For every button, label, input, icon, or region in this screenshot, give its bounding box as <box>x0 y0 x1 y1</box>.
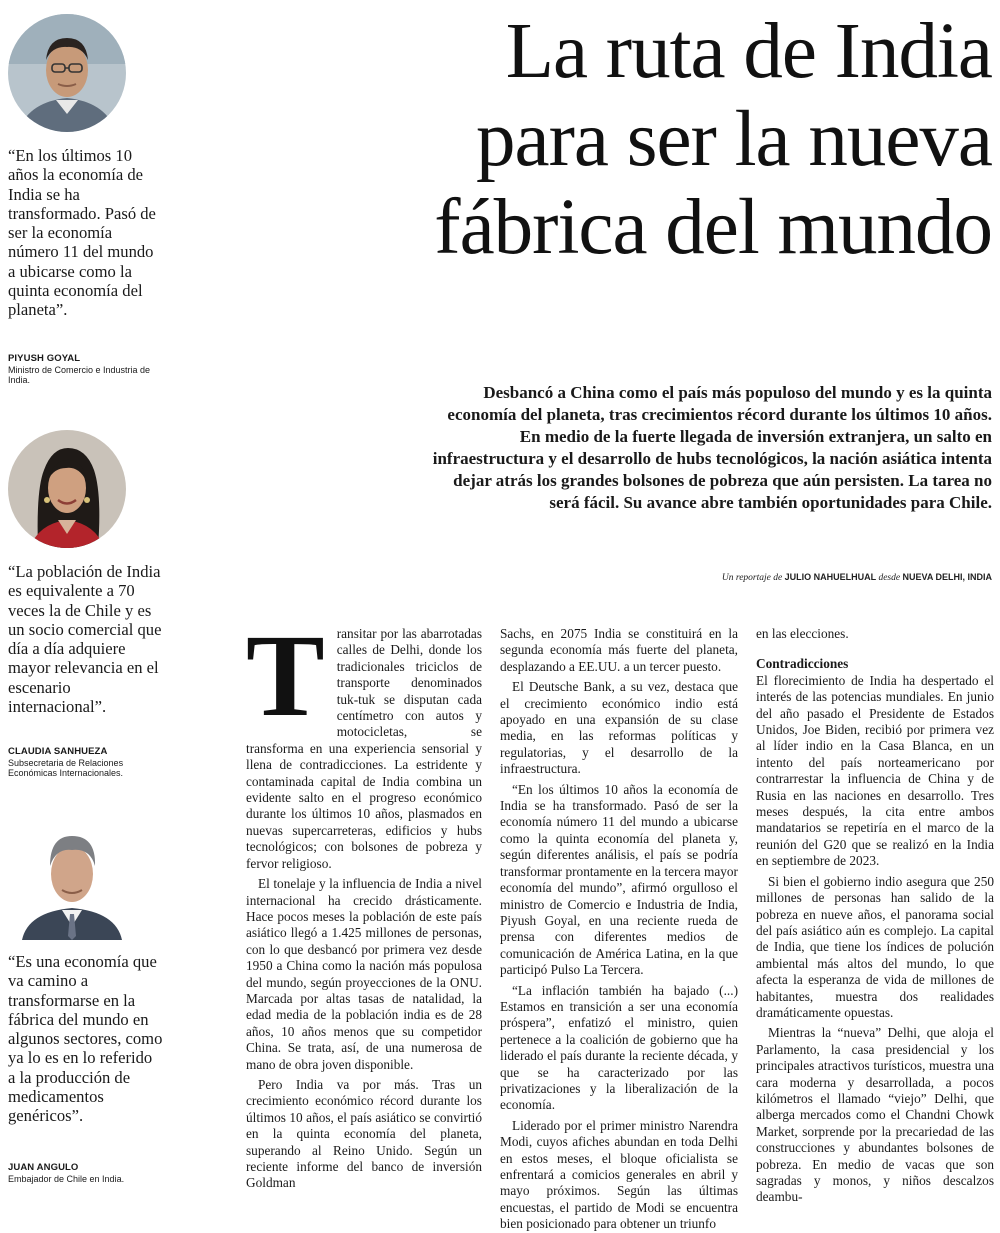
portrait-juan-angulo <box>18 824 126 940</box>
body-column-1 <box>246 610 482 1192</box>
headline-line-1: La ruta de India <box>505 8 992 95</box>
article-headline <box>292 8 992 272</box>
quote-role-2: Subsecretaria de Relaciones Económicas Internacionales. <box>8 758 124 778</box>
body-paragraph: El florecimiento de India ha despertado el interés de las potencias mundiales. En junio del año pasado el Presidente de Estados Unidos, Joe Biden, recibió por primera vez al líder indio en la Casa Blanca, en un intento del país norteamericano por contrarrestar la influencia de China y de Rusia en las naciones en desarrollo. Tres meses después, la cita entre ambos mandatarios se repetiría en el marco de la reunión del G20 que se realizó en la India en septiembre de 2023. <box>756 672 994 869</box>
quote-role-1: Ministro de Comercio e Industria de India. <box>8 365 151 385</box>
quote-text-3: “Es una economía que va camino a transformarse en la fábrica del mundo en algunos sectores, como ya lo es en lo referido a la producción de medicamentos genéricos”. <box>8 952 163 1126</box>
section-subheading: Contradicciones <box>756 656 849 672</box>
body-paragraph: El tonelaje y la influencia de India a nivel internacional ha crecido drásticamente. Hace pocos meses la población de este país asiático llegó a 1.425 millones de personas, con lo que desbancó por primera vez desde 1950 a China como la nación más populosa del mundo, según proyecciones de la ONU. Marcada por altas tasas de natalidad, la edad media de la población india es de 28 años, 10 años menos que su competidor China. Se trata, así, de una numerosa de mano de obra joven disponible. <box>246 876 482 1072</box>
portrait-piyush-goyal <box>8 14 126 132</box>
quote-name-2: CLAUDIA SANHUEZA <box>8 746 108 757</box>
quote-text-1: “En los últimos 10 años la economía de India se ha transformado. Pasó de ser la economía número 11 del mundo a ubicarse como la quinta economía del planeta”. <box>8 146 156 320</box>
body-paragraph: Liderado por el primer ministro Narendra Modi, cuyos afiches abundan en toda Delhi en estos meses, el bloque oficialista se enfrentará a comicios generales en abril y mayo próximos. Según las últimas encuestas, el partido de Modi se encuentra bien posicionado para obtener un triunfo <box>500 1117 738 1232</box>
headline-line-2: para ser la nueva <box>476 96 992 183</box>
byline <box>722 572 992 583</box>
byline-prefix: Un reportaje de <box>721 573 783 583</box>
body-paragraph: “La inflación también ha bajado (...) Estamos en transición a ser una economía próspera”, enfatizó el ministro, quien pertenece a la coalición de gobierno que ha liderado el país durante la reciente década, y que se ha caracterizado por las privatizaciones y la liberalización de la economía. <box>500 982 738 1113</box>
body-paragraph: Sachs, en 2075 India se constituirá en la segunda economía más fuerte del planeta, desplazando a EE.UU. a un tercer puesto. <box>500 626 738 674</box>
quote-role-3: Embajador de Chile en India. <box>8 1174 125 1184</box>
quote-name-3: JUAN ANGULO <box>8 1162 79 1173</box>
portrait-claudia-sanhueza <box>8 430 126 548</box>
body-paragraph: “En los últimos 10 años la economía de India se ha transformado. Pasó de ser la economía número 11 del mundo a ubicarse como la quinta economía del planeta y, según diferentes análisis, el país se podría transformar prontamente en la tercera mayor economía del mundo”, afirmó orgulloso el ministro de Comercio e Industria de India, Piyush Goyal, en una reciente rueda de prensa con diferentes medios de comunicación de América Latina, en la que participó Pulso La Tercera. <box>500 781 738 978</box>
body-paragraph: en las elecciones. <box>756 626 849 641</box>
quote-name-1: PIYUSH GOYAL <box>8 353 81 364</box>
body-paragraph: Si bien el gobierno indio asegura que 250 millones de personas han salido de la pobreza en nueve años, el panorama social del país asiático aún es complejo. La capital de India, que tiene los índices de polución ambiental más altos del mundo, lo que afecta la esperanza de vida de millones de habitantes, muestra dos realidades dramáticamente opuestas. <box>756 873 994 1020</box>
drop-cap: T <box>246 610 325 741</box>
quote-text-2: “La población de India es equivalente a 70 veces la de Chile y es un socio comercial que día a día adquiere mayor relevancia en el escenario internacional”. <box>8 562 162 717</box>
body-paragraph: Mientras la “nueva” Delhi, que aloja el Parlamento, la casa presidencial y los principales atractivos turísticos, muestra una cara moderna y desarrollada, a pocos kilómetros el llamado “viejo” Delhi, que alberga mercados como el Chandni Chowk Market, sorprende por la precariedad de las construcciones y abundantes bolsones de pobreza. En medio de vacas que son sagradas y monos, y niños descalzos deambu- <box>756 1025 994 1205</box>
body-paragraph: Pero India va por más. Tras un crecimiento económico récord durante los últimos 10 años, el país asiático se convirtió en la quinta economía del planeta, superando al Reino Unido. Según un reciente informe del banco de inversión Goldman <box>246 1076 482 1191</box>
body-column-3 <box>756 626 994 1206</box>
byline-mid: desde <box>878 573 901 583</box>
body-column-2 <box>500 626 738 1233</box>
article-deck: Desbancó a China como el país más populoso del mundo y es la quinta economía del planeta, tras crecimientos récord durante los últimos 10 años. En medio de la fuerte llegada de inversión extranjera, un salto en infraestructura y el desarrollo de hubs tecnológicos, la nación asiática intenta dejar atrás los grandes bolsones de pobreza que aún persisten. La tarea no será fácil. Su avance abre también oportunidades para Chile. <box>432 383 992 512</box>
body-paragraph: El Deutsche Bank, a su vez, destaca que el crecimiento económico indio está apoyado en una expansión de su clase media, en las reformas políticas y regulatorias, y el desarrollo de la infraestructura. <box>500 679 738 777</box>
body-paragraph: ransitar por las abarrotadas calles de Delhi, donde los tradicionales triciclos de transporte denominados tuk-tuk se disputan cada centímetro con autos y motocicletas, se transforma en una experiencia sensorial y llena de contradicciones. La estridente y contaminada capital de India combina un evidente salto en el progreso económico durante los últimos 10 años, plasmados en nuevas supercarreteras, edificios y hubs tecnológicos; con bolsones de pobreza y fervor religioso. <box>246 626 482 871</box>
byline-place: NUEVA DELHI, INDIA <box>902 572 992 582</box>
headline-line-3: fábrica del mundo <box>434 184 992 271</box>
byline-author: JULIO NAHUELHUAL <box>784 572 877 582</box>
